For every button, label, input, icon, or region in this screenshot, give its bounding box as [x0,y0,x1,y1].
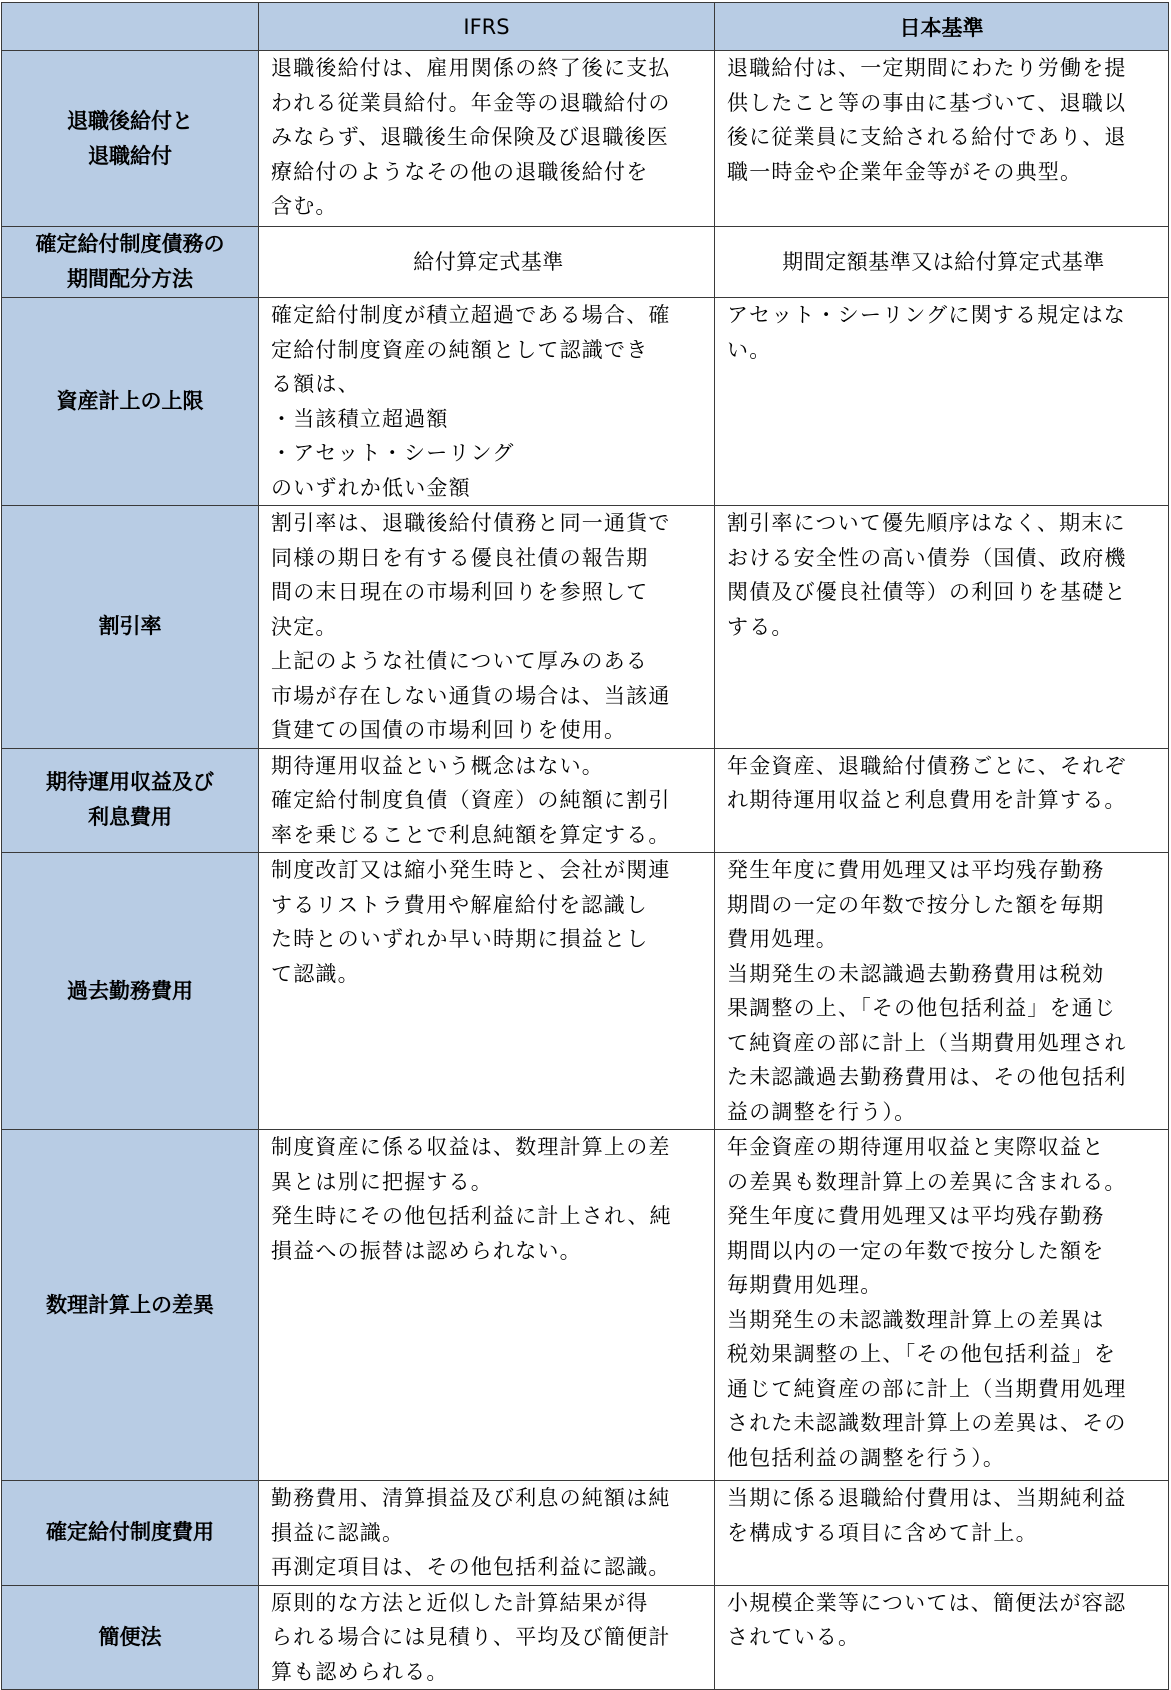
row-item-label-line: 退職給付 [88,143,172,168]
jgaap-cell [715,51,1169,227]
row-item-label [2,1130,259,1481]
jgaap-text-line: 当期に係る退職給付費用は、当期純利益 [727,1486,1127,1510]
jgaap-text-line: の差異も数理計算上の差異に含まれる。 [727,1169,1127,1194]
jgaap-text-line: 益の調整を行う）。 [727,1099,917,1124]
jgaap-text-line: 小規模企業等については、簡便法が容認 [727,1590,1127,1615]
table-row [2,506,1169,749]
ifrs-text-line: 貨建ての国債の市場利回りを使用。 [271,718,627,742]
jgaap-text-line: おける安全性の高い債券（国債、政府機 [727,545,1127,570]
ifrs-text-line: 確定給付制度負債（資産）の純額に割引 [271,788,671,812]
row-item-label-line: 数理計算上の差異 [46,1292,214,1317]
jgaap-text-line: 供したこと等の事由に基づいて、退職以 [727,90,1127,115]
jgaap-text-line: 割引率について優先順序はなく、期末に [727,511,1126,535]
ifrs-text-line: 算も認められる。 [271,1659,449,1684]
row-item-label-line: 期間配分方法 [67,267,193,291]
ifrs-text-line: た時とのいずれか早い時期に損益とし [271,927,649,951]
jgaap-text-line: 年金資産の期待運用収益と実際収益と [727,1135,1105,1159]
header-ifrs: IFRS [259,3,715,51]
ifrs-text-line: る額は、 [271,372,360,396]
row-item-label-line: 簡便法 [98,1624,162,1649]
table-row [2,853,1169,1130]
jgaap-text-line: 発生年度に費用処理又は平均残存勤務 [727,858,1105,882]
ifrs-text-line: て認識。 [271,961,360,986]
ifrs-text-line: ・アセット・シーリング [271,441,515,465]
ifrs-text-line: ・当該積立超過額 [271,406,449,431]
jgaap-text-line: 費用処理。 [727,927,838,951]
row-item-label [2,748,259,853]
jgaap-text-line: 退職給付は、一定期間にわたり労働を提 [727,56,1127,80]
row-item-label [2,227,259,298]
table-row [2,748,1169,853]
ifrs-text-line: 制度資産に係る収益は、数理計算上の差 [271,1135,671,1159]
jgaap-text-line: い。 [727,337,772,362]
row-item-label [2,1585,259,1690]
ifrs-text-line: 再測定項目は、その他包括利益に認識。 [271,1555,671,1579]
ifrs-cell [259,853,715,1130]
jgaap-cell [715,748,1169,853]
jgaap-text-line: アセット・シーリングに関する規定はな [727,303,1126,327]
ifrs-text-line: 原則的な方法と近似した計算結果が得 [271,1590,649,1615]
table-row [2,1481,1169,1586]
row-item-label-line: 割引率 [98,614,162,639]
ifrs-cell [259,1481,715,1586]
jgaap-text-line: 当期発生の未認識数理計算上の差異は [727,1307,1105,1332]
jgaap-cell [715,1585,1169,1690]
ifrs-text-line: 損益に認識。 [271,1520,405,1545]
jgaap-cell [715,506,1169,749]
jgaap-text-line: 発生年度に費用処理又は平均残存勤務 [727,1204,1105,1228]
jgaap-text-line: 職一時金や企業年金等がその典型。 [727,159,1083,184]
jgaap-cell [715,298,1169,506]
jgaap-text-line: 関債及び優良社債等）の利回りを基礎と [727,580,1127,604]
row-item-label-line: 過去勤務費用 [67,978,193,1003]
jgaap-text-line: 期間の一定の年数で按分した額を毎期 [727,892,1105,917]
ifrs-text-line: 勤務費用、清算損益及び利息の純額は純 [271,1486,671,1510]
row-item-label-line: 資産計上の上限 [56,389,204,413]
ifrs-text-line: 割引率は、退職後給付債務と同一通貨で [271,511,671,535]
ifrs-text-line: われる従業員給付。年金等の退職給付の [271,90,671,115]
ifrs-text-line: 同様の期日を有する優良社債の報告期 [271,545,649,570]
row-item-label-line: 確定給付制度費用 [46,1520,214,1545]
jgaap-text-line: 果調整の上、「その他包括利益」を通じ [727,996,1117,1020]
row-item-label-line: 期待運用収益及び [46,770,214,795]
jgaap-text-line: 期間以内の一定の年数で按分した額を [727,1238,1105,1263]
table-row [2,227,1169,298]
ifrs-text-line: 市場が存在しない通貨の場合は、当該通 [271,683,671,708]
jgaap-cell [715,1130,1169,1481]
ifrs-text-line: 率を乗じることで利息純額を算定する。 [271,822,671,847]
table-row [2,1130,1169,1481]
ifrs-text-line: 退職後給付は、雇用関係の終了後に支払 [271,56,671,80]
jgaap-text-line: れ期待運用収益と利息費用を計算する。 [727,788,1127,812]
table-row [2,51,1169,227]
ifrs-cell [259,1130,715,1481]
comparison-table [1,2,1169,1690]
row-item-label-line: 利息費用 [88,805,172,830]
jgaap-text-line: を構成する項目に含めて計上。 [727,1520,1038,1545]
jgaap-text-line: 税効果調整の上、「その他包括利益」を [727,1342,1117,1366]
jgaap-text-line: 他包括利益の調整を行う）。 [727,1445,1006,1470]
ifrs-text-line: 含む。 [271,194,338,218]
row-item-label [2,853,259,1130]
ifrs-text-line: するリストラ費用や解雇給付を認識し [271,892,648,917]
ifrs-text-line: 損益への振替は認められない。 [271,1238,582,1263]
row-item-label [2,1481,259,1586]
row-item-label [2,51,259,227]
ifrs-cell [259,51,715,227]
table-row [2,1585,1169,1690]
ifrs-cell [259,227,715,298]
jgaap-text-line: 年金資産、退職給付債務ごとに、それぞ [727,753,1127,778]
header-jgaap: 日本基準 [715,3,1169,51]
jgaap-cell [715,227,1169,298]
ifrs-text-line: のいずれか低い金額 [271,475,471,500]
row-item-label-line: 確定給付制度債務の [35,232,225,256]
ifrs-text-line: 決定。 [271,614,338,639]
jgaap-text-line: て純資産の部に計上（当期費用処理され [727,1030,1127,1055]
jgaap-text-line: されている。 [727,1625,861,1649]
header-corner-cell [2,3,259,51]
jgaap-text-line: された未認識数理計算上の差異は、その [727,1411,1127,1435]
row-item-label [2,298,259,506]
jgaap-text-line: 通じて純資産の部に計上（当期費用処理 [727,1376,1127,1401]
ifrs-cell [259,506,715,749]
ifrs-cell [259,748,715,853]
jgaap-text-line: 後に従業員に支給される給付であり、退 [727,125,1127,149]
ifrs-text-line: 上記のような社債について厚みのある [271,649,648,673]
row-item-label [2,506,259,749]
jgaap-cell [715,1481,1169,1586]
ifrs-text-line: 制度改訂又は縮小発生時と、会社が関連 [271,858,671,882]
ifrs-text-line: 確定給付制度が積立超過である場合、確 [271,303,671,327]
ifrs-text-line: 療給付のようなその他の退職後給付を [271,159,649,184]
jgaap-text-line: た未認識過去勤務費用は、その他包括利 [727,1065,1127,1089]
ifrs-text-line: 異とは別に把握する。 [271,1169,493,1194]
jgaap-text-line: 毎期費用処理。 [727,1273,883,1297]
ifrs-text-line: 発生時にその他包括利益に計上され、純 [271,1204,672,1228]
ifrs-text-line: 給付算定式基準 [413,249,564,274]
jgaap-text-line: 当期発生の未認識過去勤務費用は税効 [727,961,1105,986]
table-row [2,298,1169,506]
ifrs-cell [259,1585,715,1690]
ifrs-text-line: 期待運用収益という概念はない。 [271,753,604,778]
ifrs-text-line: 定給付制度資産の純額として認識でき [271,337,649,362]
ifrs-text-line: られる場合には見積り、平均及び簡便計 [271,1625,671,1649]
ifrs-text-line: みならず、退職後生命保険及び退職後医 [271,125,669,149]
ifrs-cell [259,298,715,506]
header-row [2,3,1169,51]
jgaap-cell [715,853,1169,1130]
jgaap-text-line: する。 [727,614,794,639]
ifrs-text-line: 間の末日現在の市場利回りを参照して [271,580,649,604]
row-item-label-line: 退職後給付と [67,108,193,133]
jgaap-text-line: 期間定額基準又は給付算定式基準 [782,249,1105,274]
